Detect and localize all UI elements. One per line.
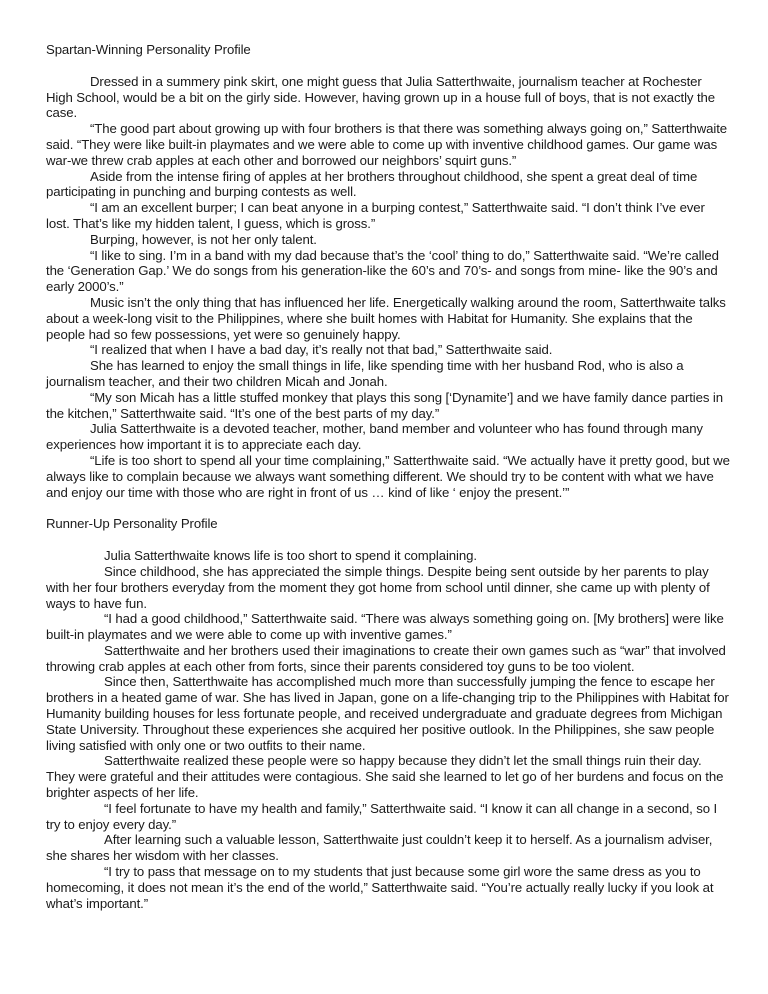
paragraph: Aside from the intense firing of apples at her brothers throughout childhood, she spent a great deal of time participating in punching and burping contests as well.: [46, 168, 698, 200]
paragraph: Since childhood, she has appreciated the simple things. Despite being sent outside by her parents to play with her four brothers everyday from the moment they got home from school until dinner, she came up with plenty of ways to have fun.: [46, 563, 710, 611]
paragraph: “My son Micah has a little stuffed monkey that plays this song [‘Dynamite’] and we have family dance parties in the kitchen,” Satterthwaite said. “It’s one of the best parts of my day.”: [46, 389, 723, 421]
section-title-runner-up: Runner-Up Personality Profile: [46, 516, 218, 532]
paragraph: Julia Satterthwaite knows life is too short to spend it complaining.: [104, 548, 477, 564]
paragraph: “I had a good childhood,” Satterthwaite said. “There was always something going on. [My brothers] were like built-in playmates and we were able to come up with inventive games.”: [46, 611, 724, 643]
paragraph: “Life is too short to spend all your time complaining,” Satterthwaite said. “We actually have it pretty good, but we always like to complain because we always want something different. We should try to be content with what we have and enjoy our time with those who are right in front of us … kind of like ‘ enjoy the present.’”: [46, 452, 730, 500]
paragraph: She has learned to enjoy the small things in life, like spending time with her husband Rod, who is also a journalism teacher, and their two children Micah and Jonah.: [46, 358, 684, 389]
document-page: [46, 42, 730, 911]
paragraph: After learning such a valuable lesson, Satterthwaite just couldn’t keep it to herself. As a journalism adviser, she shares her wisdom with her classes.: [46, 832, 713, 864]
paragraph: Satterthwaite realized these people were so happy because they didn’t let the small things ruin their day. They were grateful and their attitudes were contagious. She said she learned to let go of her burdens and focus on the brighter aspects of her life.: [46, 753, 724, 801]
paragraph: Since then, Satterthwaite has accomplished much more than successfully jumping the fence to escape her brothers in a heated game of war. She has lived in Japan, gone on a life-changing trip to the Philippines with Habitat for Humanity building houses for less fortunate people, and received undergraduate and graduate degrees from Michigan State University. Throughout these experiences she acquired her positive outlook. In the Philippines, she saw people living satisfied with only one or two outfits to their name.: [46, 674, 729, 753]
paragraph: “I feel fortunate to have my health and family,” Satterthwaite said. “I know it can all change in a second, so I try to enjoy every day.”: [46, 800, 718, 832]
paragraph: Dressed in a summery pink skirt, one might guess that Julia Satterthwaite, journalism teacher at Rochester High School, would be a bit on the girly side. However, having grown up in a house full of boys, that is not exactly the case.: [46, 73, 716, 121]
paragraph: Burping, however, is not her only talent.: [90, 231, 317, 247]
paragraph: Music isn’t the only thing that has influenced her life. Energetically walking around the room, Satterthwaite talks about a week-long visit to the Philippines, where she built homes with Habitat for Humanity. She explains that the people had so few possessions, yet were so genuinely happy.: [46, 294, 726, 342]
paragraph: “I am an excellent burper; I can beat anyone in a burping contest,” Satterthwaite said. “I don’t think I’ve ever lost. That’s like my hidden talent, I guess, which is gross.”: [46, 200, 705, 231]
section-title-winning: Spartan-Winning Personality Profile: [46, 42, 251, 57]
paragraph: Julia Satterthwaite is a devoted teacher, mother, band member and volunteer who has found through many experiences how important it is to appreciate each day.: [46, 421, 703, 453]
runner-up-profile-section: [46, 516, 730, 911]
paragraph: “I try to pass that message on to my students that just because some girl wore the same dress as you to homecoming, it does not mean it’s the end of the world,” Satterthwaite said. “You’re actually really lucky if you look at what’s important.”: [46, 864, 714, 911]
winning-profile-section: [46, 42, 730, 500]
paragraph: Satterthwaite and her brothers used their imaginations to create their own games such as “war” that involved throwing crab apples at each other from forts, since their parents considered toy guns to be too violent.: [46, 642, 726, 674]
paragraph: “The good part about growing up with four brothers is that there was something always going on,” Satterthwaite said. “They were like built-in playmates and we were able to come up with inventive childhood games. Our game was war-we threw crab apples at each other and borrowed our neighbors’ squirt guns.”: [46, 121, 728, 168]
paragraph: “I realized that when I have a bad day, it’s really not that bad,” Satterthwaite said.: [90, 342, 553, 358]
paragraph: “I like to sing. I’m in a band with my dad because that’s the ‘cool’ thing to do,” Satterthwaite said. “We’re called the ‘Generation Gap.’ We do songs from his generation-like the 60’s and 70’s- and songs from mine- like the 90’s and early 2000’s.”: [46, 247, 719, 295]
